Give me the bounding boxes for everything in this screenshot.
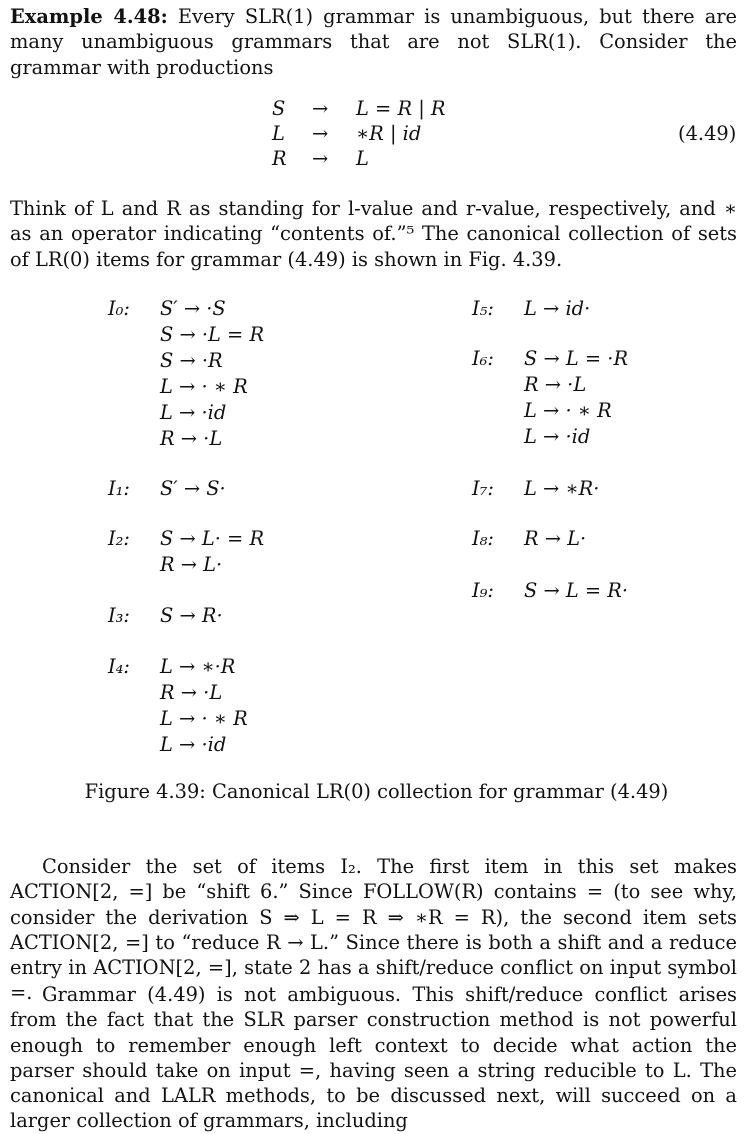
production-lhs: R bbox=[272, 147, 287, 170]
lr-item: S → R· bbox=[160, 604, 223, 627]
lr-item: L → · ∗ R bbox=[160, 375, 248, 398]
production-lhs: S bbox=[272, 97, 286, 120]
lr-item: L → ∗R· bbox=[524, 477, 600, 500]
lr-item: L → · ∗ R bbox=[160, 707, 248, 730]
lr-item: S → L· = R bbox=[160, 527, 265, 550]
grammar-productions bbox=[272, 96, 446, 171]
lr-item: S → L = R· bbox=[524, 579, 629, 602]
lr-item: L → ·id bbox=[524, 425, 591, 448]
example-label: Example 4.48: bbox=[10, 5, 168, 28]
production-rhs: L bbox=[356, 147, 369, 170]
lvalue-paragraph: Think of L and R as standing for l-value and r-value, respectively, and ∗ as an operator indicating “contents of.”⁵ The canonical collection of sets of LR(0) items for grammar (4.49) is shown in Fig. 4.39. bbox=[10, 197, 737, 271]
lr-item: R → ·L bbox=[160, 681, 223, 704]
example-text: Every SLR(1) grammar is unambiguous, but there are many unambiguous grammars that are not SLR(1). Consider the grammar with productions bbox=[10, 5, 737, 79]
production-row bbox=[272, 121, 446, 146]
lr-item: S → ·L = R bbox=[160, 323, 265, 346]
state-label: I₅: bbox=[472, 297, 494, 320]
lr-item: L → ∗·R bbox=[160, 655, 236, 678]
production-rhs: L = R | R bbox=[356, 97, 446, 120]
lr-item: R → ·L bbox=[160, 427, 223, 450]
lr-item: R → L· bbox=[160, 553, 223, 576]
lr-item: S′ → S· bbox=[160, 477, 226, 500]
state-label: I₆: bbox=[472, 347, 494, 370]
production-arrow: → bbox=[312, 97, 329, 120]
lr-item: S′ → ·S bbox=[160, 297, 226, 320]
production-arrow: → bbox=[312, 122, 329, 145]
production-arrow: → bbox=[312, 147, 329, 170]
state-label: I₀: bbox=[108, 297, 130, 320]
production-row bbox=[272, 146, 446, 171]
example-paragraph bbox=[10, 4, 737, 80]
production-row bbox=[272, 96, 446, 121]
state-label: I₃: bbox=[108, 604, 130, 627]
figure-caption: Figure 4.39: Canonical LR(0) collection for grammar (4.49) bbox=[84, 780, 669, 803]
lr-item: L → · ∗ R bbox=[524, 399, 612, 422]
ambiguity-paragraph: Grammar (4.49) is not ambiguous. This shift/reduce conflict arises from the fact that the SLR parser construction method is not powerful enough to remember enough left context to decide what action the parser should take on input =, having seen a string reducible to L. The canonical and LALR methods, to be discussed next, will succeed on a larger collection of grammars, including bbox=[10, 983, 737, 1133]
conflict-paragraph: Consider the set of items I₂. The first item in this set makes ACTION[2, =] be “shift 6.” Since FOLLOW(R) contains = (to see why, consider the derivation S ⇒ L = R ⇒ ∗R = R), the second item sets ACTION[2, =] to “reduce R → L.” Since there is both a shift and a reduce entry in ACTION[2, =], state 2 has a shift/reduce conflict on input symbol =. bbox=[10, 855, 737, 1005]
lr-item: R → ·L bbox=[524, 373, 587, 396]
production-rhs: ∗R | id bbox=[356, 122, 422, 145]
state-label: I₇: bbox=[472, 477, 494, 500]
lr-item: S → L = ·R bbox=[524, 347, 629, 370]
lr-item: L → id· bbox=[524, 297, 591, 320]
lr-item: S → ·R bbox=[160, 349, 223, 372]
production-lhs: L bbox=[272, 122, 285, 145]
state-label: I₉: bbox=[472, 579, 494, 602]
lr-item: L → ·id bbox=[160, 401, 227, 424]
state-label: I₄: bbox=[108, 655, 130, 678]
lr-item: R → L· bbox=[524, 527, 587, 550]
equation-number: (4.49) bbox=[678, 122, 737, 145]
state-label: I₈: bbox=[472, 527, 494, 550]
lr-item: L → ·id bbox=[160, 733, 227, 756]
state-label: I₁: bbox=[108, 477, 130, 500]
state-label: I₂: bbox=[108, 527, 130, 550]
